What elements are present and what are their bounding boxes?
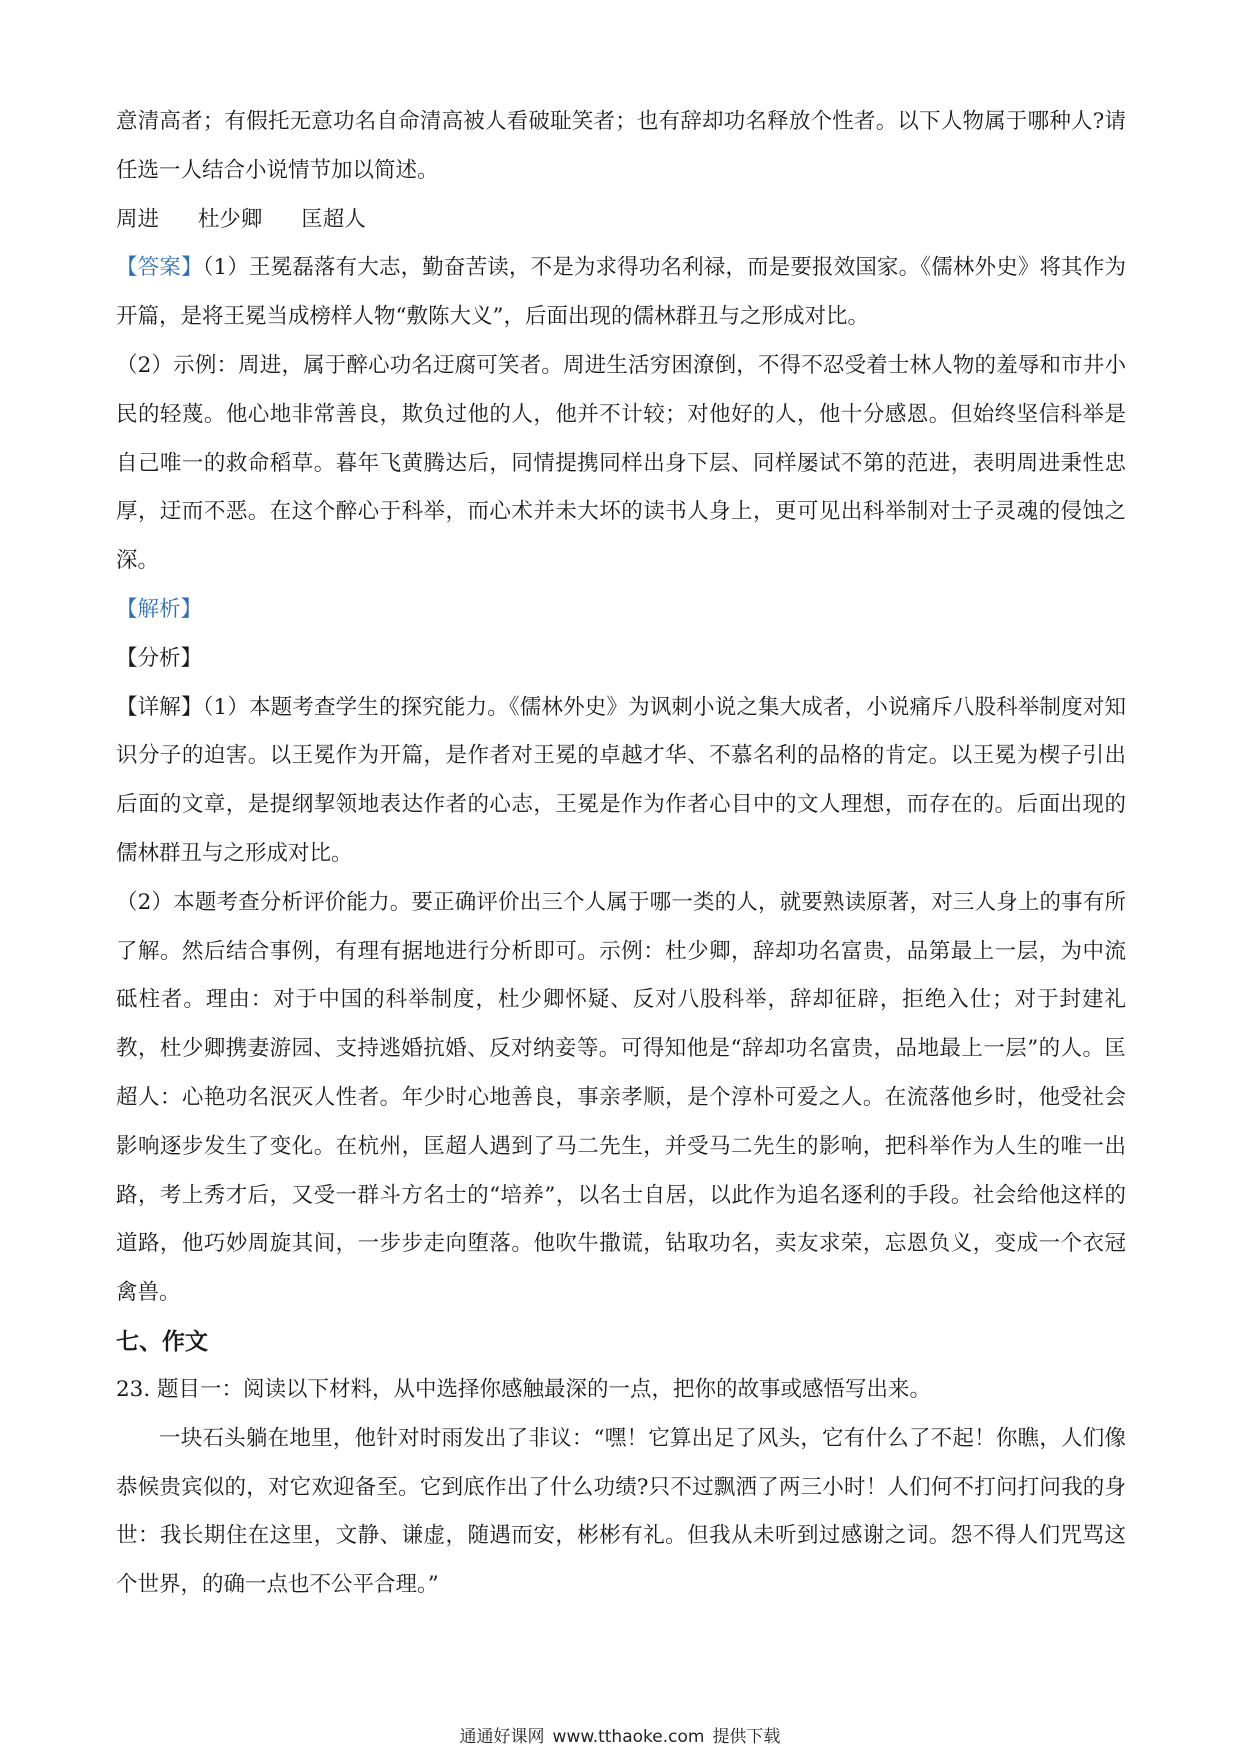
name-dushaoqing: 杜少卿 [197,206,263,232]
footer-url: www.tthaoke.com [552,1727,705,1747]
analysis-tag-line [116,586,1126,635]
detail-part1-text: （1）本题考查学生的探究能力。《儒林外史》为讽刺小说之集大成者，小说痛斥八股科举制度对知识分子的迫害。以王冕作为开篇，是作者对王冕的卓越才华、不慕名利的品格的肯定。以王冕为楔子引出后面的文章，是提纲挈领地表达作者的心志，王冕是作为作者心目中的文人理想，而存在的。后面出现的儒林群丑与之形成对比。 [116,694,1126,866]
footer-note: 提供下载 [712,1727,781,1747]
footer-site: 通通好课网 [459,1727,545,1747]
page-footer [0,1722,1240,1747]
answer-tag: 【答案】 [116,255,203,281]
detail-tag: 【详解】 [116,694,203,720]
fenxi-line: 【分析】 [116,645,203,671]
name-zhoujin: 周进 [116,206,160,232]
essay-question: 23. 题目一：阅读以下材料，从中选择你感触最深的一点，把你的故事或感悟写出来。 [116,1376,932,1402]
analysis-tag: 【解析】 [116,596,203,622]
intro-paragraph: 意清高者；有假托无意功名自命清高被人看破耻笑者；也有辞却功名释放个性者。以下人物属于哪种人?请任选一人结合小说情节加以简述。 [116,109,1126,183]
detail-part1 [116,684,1126,879]
character-names [116,196,1126,245]
section-heading: 七、作文 [116,1328,208,1355]
answer-part2: （2）示例：周进，属于醉心功名迂腐可笑者。周进生活穷困潦倒，不得不忍受着士林人物的羞辱和市井小民的轻蔑。他心地非常善良，欺负过他的人，他并不计较；对他好的人，他十分感恩。但始终坚信科举是自己唯一的救命稻草。暮年飞黄腾达后，同情提携同样出身下层、同样屡试不第的范进，表明周进秉性忠厚，迂而不恶。在这个醉心于科举，而心术并未大坏的读书人身上，更可见出科举制对士子灵魂的侵蚀之深。 [116,352,1126,574]
name-kuangchaoren: 匡超人 [301,206,366,232]
essay-material: 一块石头躺在地里，他针对时雨发出了非议：“嘿！它算出足了风头，它有什么了不起！你瞧，人们像恭候贵宾似的，对它欢迎备至。它到底作出了什么功绩?只不过飘洒了两三小时！人们何不打问打问我的身世：我长期住在这里，文静、谦虚，随遇而安，彬彬有礼。但我从未听到过感谢之词。怨不得人们咒骂这个世界，的确一点也不公平合理。” [116,1425,1126,1598]
answer-part1 [116,244,1126,342]
answer-part1-text: （1）王冕磊落有大志，勤奋苦读，不是为求得功名利禄，而是要报效国家。《儒林外史》将其作为开篇，是将王冕当成榜样人物“敷陈大义”，后面出现的儒林群丑与之形成对比。 [116,255,1126,330]
document-page [116,98,1126,1610]
detail-part2: （2）本题考查分析评价能力。要正确评价出三个人属于哪一类的人，就要熟读原著，对三人身上的事有所了解。然后结合事例，有理有据地进行分析即可。示例：杜少卿，辞却功名富贵，品第最上一层，为中流砥柱者。理由：对于中国的科举制度，杜少卿怀疑、反对八股科举，辞却征辟，拒绝入仕；对于封建礼教，杜少卿携妻游园、支持逃婚抗婚、反对纳妾等。可得知他是“辞却功名富贵，品地最上一层”的人。匡超人：心艳功名泯灭人性者。年少时心地善良，事亲孝顺，是个淳朴可爱之人。在流落他乡时，他受社会影响逐步发生了变化。在杭州，匡超人遇到了马二先生，并受马二先生的影响，把科举作为人生的唯一出路，考上秀才后，又受一群斗方名士的“培养”，以名士自居，以此作为追名逐利的手段。社会给他这样的道路，他巧妙周旋其间，一步步走向堕落。他吹牛撒谎，钻取功名，卖友求荣，忘恩负义，变成一个衣冠禽兽。 [116,889,1126,1306]
